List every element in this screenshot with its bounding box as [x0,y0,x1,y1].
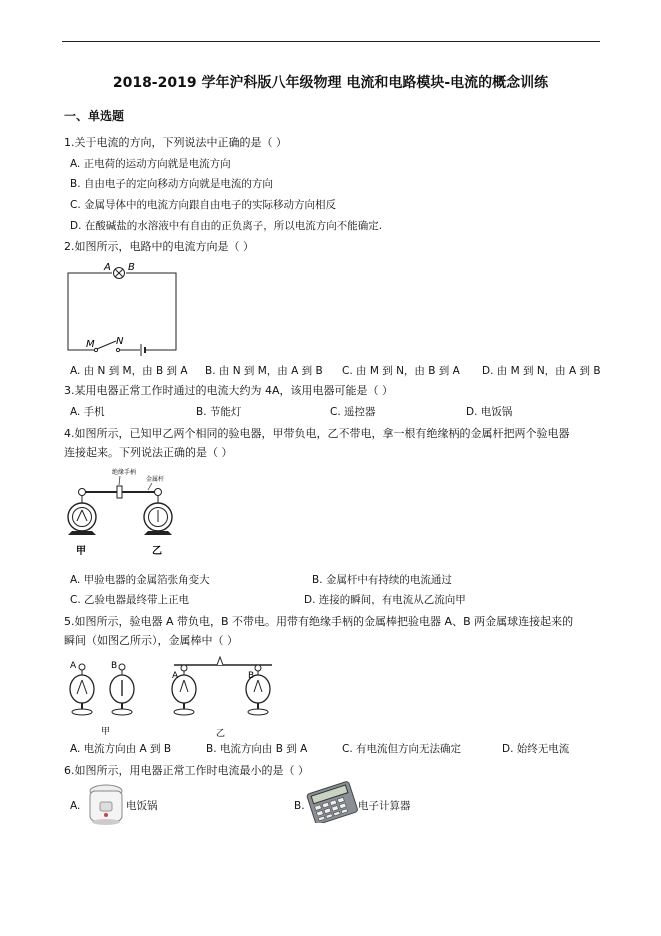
q4-electroscope-diagram [64,465,194,563]
q3-option-d[interactable]: D. 电饭锅 [466,406,513,418]
q5-label-b-yi: B [248,671,255,681]
q1-option-b[interactable]: B. 自由电子的定向移动方向就是电流的方向 [70,178,273,190]
q2-label-b: B [128,262,135,273]
q2-label-n: N [116,336,124,347]
q3-option-b[interactable]: B. 节能灯 [196,406,242,418]
q4-label-handle: 绝缘手柄 [112,469,137,476]
q1-stem: 1.关于电流的方向，下列说法中正确的是（ ） [64,136,287,149]
q4-stem-line2: 连接起来。下列说法正确的是（ ） [64,446,233,459]
q5-stem-line2: 瞬间（如图乙所示），金属棒中（ ） [64,634,238,647]
q2-option-d[interactable]: D. 由 M 到 N，由 A 到 B [482,365,601,377]
q3-stem: 3.某用电器正常工作时通过的电流大约为 4A，该用电器可能是（ ） [64,384,394,397]
q5-label-yi: 乙 [216,729,226,739]
q5-option-c[interactable]: C. 有电流但方向无法确定 [342,743,462,755]
q2-circuit-diagram [64,260,182,356]
q5-option-a[interactable]: A. 电流方向由 A 到 B [70,743,172,755]
page-title: 2018-2019 学年沪科版八年级物理 电流和电路模块-电流的概念训练 [112,75,549,91]
electroscope-b-jia-icon [110,664,134,715]
q5-label-a-yi: A [172,671,179,681]
q4-option-d[interactable]: D. 连接的瞬间，有电流从乙流向甲 [304,594,466,606]
q2-option-b[interactable]: B. 由 N 到 M，由 A 到 B [205,365,323,377]
q4-option-b[interactable]: B. 金属杆中有持续的电流通过 [312,574,452,586]
q4-label-jia: 甲 [76,546,86,557]
q3-option-a[interactable]: A. 手机 [70,406,105,418]
q4-option-c[interactable]: C. 乙验电器最终带上正电 [70,594,190,606]
insulating-handle-icon [217,657,223,665]
lamp-icon [114,268,125,279]
q6-stem: 6.如图所示，用电器正常工作时电流最小的是（ ） [64,764,309,777]
q6-option-b-letter[interactable]: B. [294,800,305,812]
q5-option-b[interactable]: B. 电流方向由 B 到 A [206,743,308,755]
q2-label-a: A [104,262,111,273]
q5-option-d[interactable]: D. 始终无电流 [502,743,570,755]
calculator-icon [306,781,358,823]
q2-option-c[interactable]: C. 由 M 到 N，由 B 到 A [342,365,460,377]
q5-label-jia: 甲 [101,727,111,737]
q6-option-a-letter[interactable]: A. [70,800,81,812]
q5-electroscope-diagram [64,656,284,742]
q4-label-rod: 金属杆 [146,476,165,483]
electroscope-jia-icon [68,489,96,536]
q1-option-a[interactable]: A. 正电荷的运动方向就是电流方向 [70,158,231,170]
rice-cooker-icon [86,782,126,828]
q6-option-a-label[interactable]: 电饭锅 [126,800,158,812]
electroscope-yi-icon [144,489,172,536]
section-heading: 一、单选题 [64,109,125,123]
q2-label-m: M [86,339,95,350]
q5-label-a-jia: A [70,661,77,671]
q3-option-c[interactable]: C. 遥控器 [330,406,376,418]
q6-option-b-label[interactable]: 电子计算器 [358,800,411,812]
q4-label-yi: 乙 [152,546,162,557]
q4-stem-line1: 4.如图所示，已知甲乙两个相同的验电器，甲带负电，乙不带电，拿一根有绝缘柄的金属杆把两个验电器 [64,427,570,440]
top-rule [62,41,600,42]
q5-stem-line1: 5.如图所示，验电器 A 带负电，B 不带电。用带有绝缘手柄的金属棒把验电器 A、B 两金属球连接起来的 [64,615,574,628]
electroscope-a-jia-icon [70,664,94,715]
insulating-handle-icon [117,486,122,498]
q5-label-b-jia: B [111,661,118,671]
q1-option-c[interactable]: C. 金属导体中的电流方向跟自由电子的实际移动方向相反 [70,199,337,211]
q4-option-a[interactable]: A. 甲验电器的金属箔张角变大 [70,574,210,586]
q1-option-d[interactable]: D. 在酸碱盐的水溶液中有自由的正负离子，所以电流方向不能确定. [70,220,383,232]
q2-stem: 2.如图所示，电路中的电流方向是（ ） [64,240,254,253]
q2-option-a[interactable]: A. 由 N 到 M，由 B 到 A [70,365,188,377]
